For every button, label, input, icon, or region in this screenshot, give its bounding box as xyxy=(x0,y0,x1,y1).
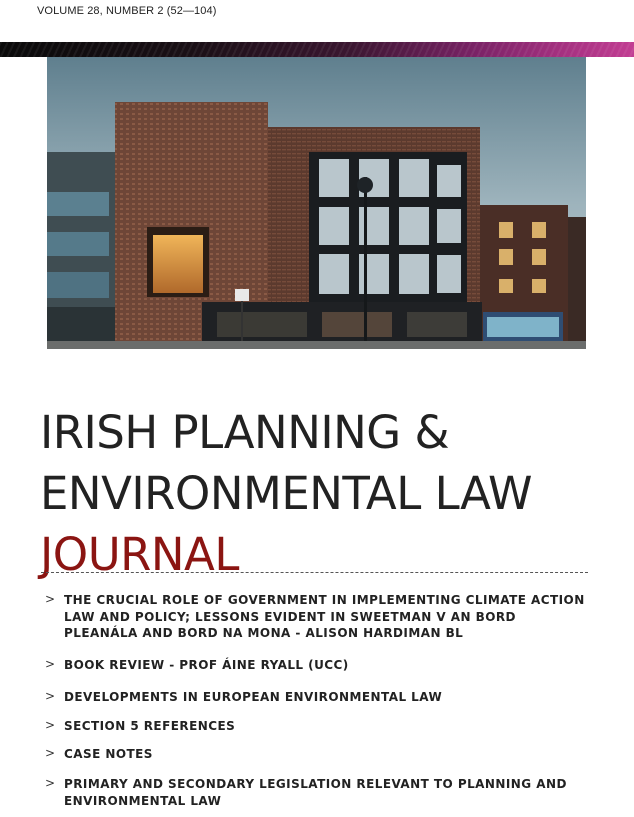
list-item-text: PRIMARY AND SECONDARY LEGISLATION RELEVANT TO PLANNING AND ENVIRONMENTAL LAW xyxy=(64,777,567,808)
journal-title xyxy=(40,402,532,585)
issue-line: VOLUME 28, NUMBER 2 (52—104) xyxy=(37,5,217,17)
list-item-text: DEVELOPMENTS IN EUROPEAN ENVIRONMENTAL LAW xyxy=(64,690,443,704)
list-item xyxy=(45,592,585,642)
list-item-text: CASE NOTES xyxy=(64,747,153,761)
title-line-1: IRISH PLANNING & xyxy=(40,406,450,460)
chevron-right-icon: > xyxy=(45,718,56,732)
chevron-right-icon: > xyxy=(45,776,56,790)
dashed-divider xyxy=(41,572,588,573)
list-item-text: SECTION 5 REFERENCES xyxy=(64,719,236,733)
list-item xyxy=(45,718,585,735)
list-item xyxy=(45,776,585,809)
list-item xyxy=(45,746,585,763)
list-item-text: BOOK REVIEW - PROF ÁINE RYALL (UCC) xyxy=(64,658,349,672)
title-line-3: JOURNAL xyxy=(40,528,239,582)
list-item xyxy=(45,689,585,706)
chevron-right-icon: > xyxy=(45,657,56,671)
list-item-text: THE CRUCIAL ROLE OF GOVERNMENT IN IMPLEMENTING CLIMATE ACTION LAW AND POLICY; LESSONS EVIDENT IN SWEETMAN V AN BORD PLEANÁLA AND BORD NA MONA - ALISON HARDIMAN BL xyxy=(64,593,585,640)
chevron-right-icon: > xyxy=(45,689,56,703)
title-line-2: ENVIRONMENTAL LAW xyxy=(40,467,532,521)
decorative-band xyxy=(0,42,634,57)
chevron-right-icon: > xyxy=(45,592,56,606)
cover-photo xyxy=(47,57,586,349)
list-item xyxy=(45,657,585,674)
chevron-right-icon: > xyxy=(45,746,56,760)
